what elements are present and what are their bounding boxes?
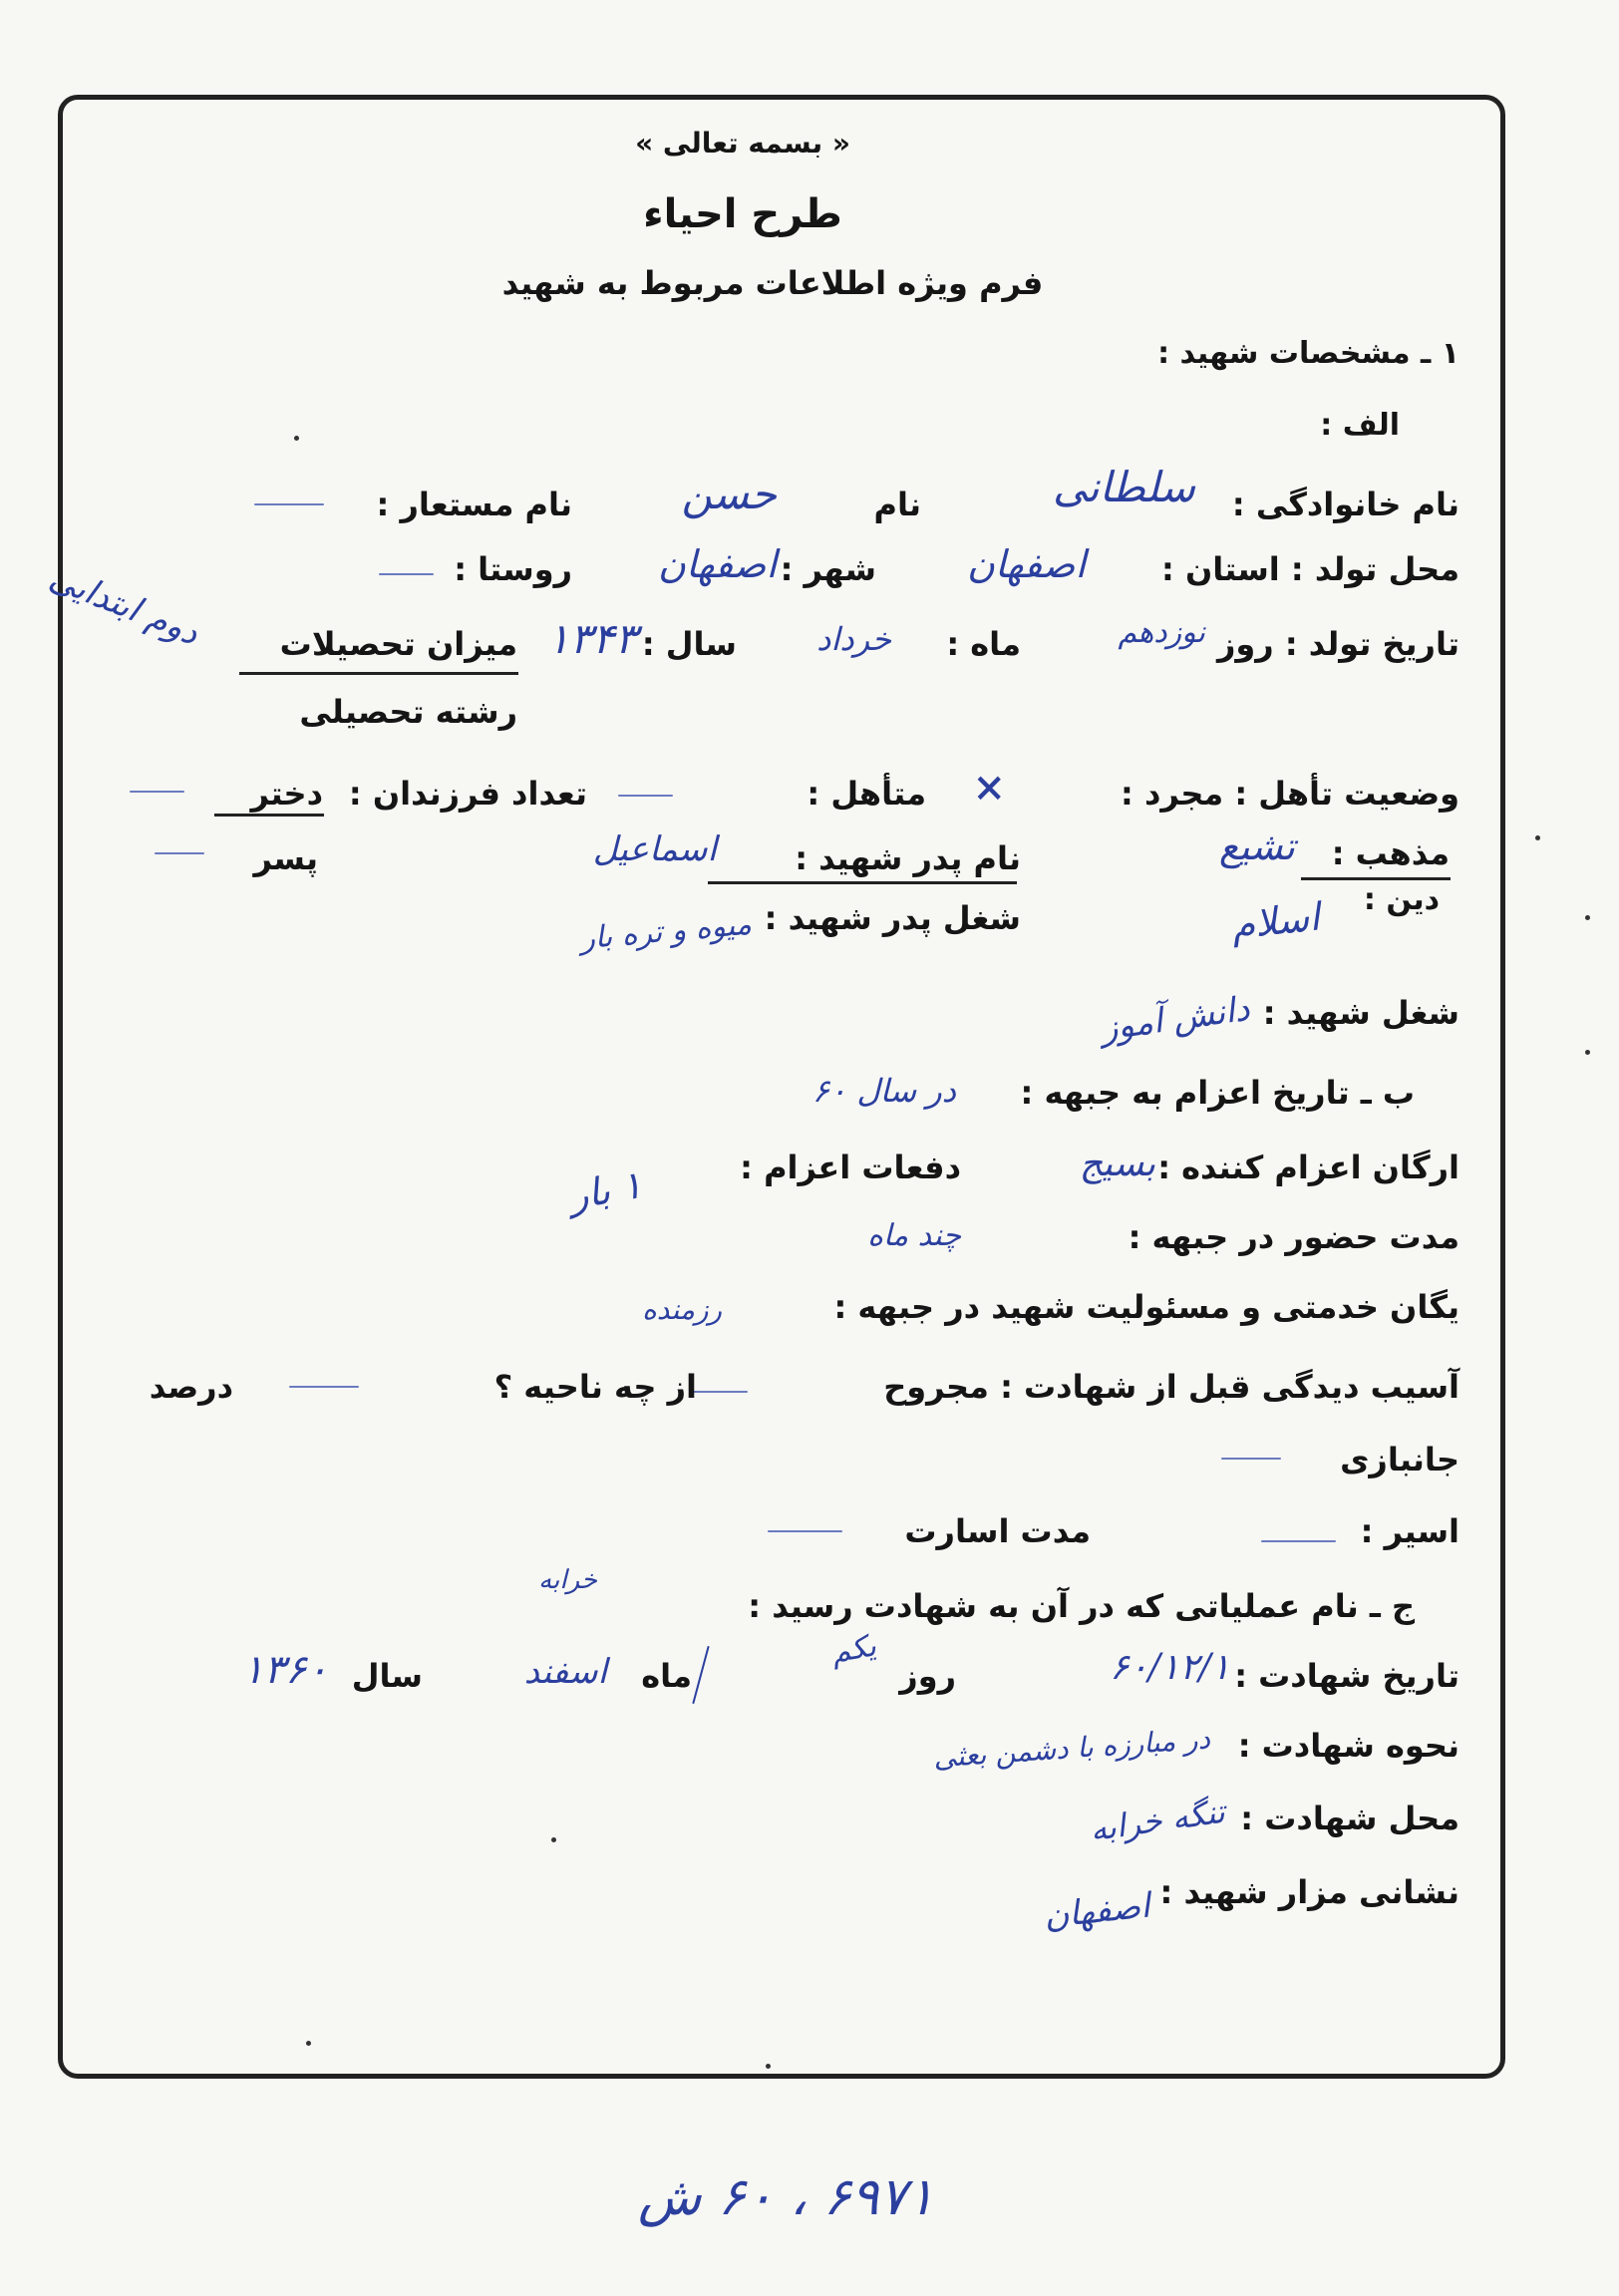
scan-speck (294, 436, 299, 441)
birth-year-value: ۱۳۴۳ (546, 614, 637, 663)
invocation-text: « بسمه تعالی » (635, 127, 850, 160)
given-name-label: نام (873, 486, 921, 523)
son-blank (155, 852, 204, 854)
education-value: دوم ابتدایی (43, 557, 205, 654)
daughter-underline (214, 814, 324, 817)
injury-label: آسیب دیدگی قبل از شهادت : مجروح (883, 1368, 1459, 1406)
operation-label: ج ـ نام عملیاتی که در آن به شهادت رسید : (748, 1587, 1415, 1625)
birthplace-label: محل تولد : استان : (1161, 550, 1459, 588)
martyrdom-day-label: روز (899, 1657, 956, 1695)
province-value: اصفهان (966, 542, 1086, 586)
veteran-label: جانبازی (1340, 1441, 1459, 1478)
section1-heading: ۱ ـ مشخصات شهید : (1157, 336, 1459, 371)
captive-label: اسیر : (1360, 1512, 1459, 1550)
birth-year-label: سال : (641, 625, 737, 663)
duration-value: چند ماه (867, 1218, 961, 1253)
martyrdom-day-value: یکم (828, 1628, 879, 1671)
veteran-blank (1221, 1458, 1281, 1460)
father-job-value: میوه و تره بار (578, 906, 754, 957)
religion-value: اسلام (1229, 894, 1323, 948)
dispatch-date-value: در سال ۶۰ (811, 1072, 956, 1110)
education-underline (239, 672, 518, 675)
martyrdom-date-value: ۶۰/۱۲/۱ (1110, 1647, 1230, 1688)
place-label: محل شهادت : (1240, 1800, 1459, 1837)
grave-address-label: نشانی مزار شهید : (1159, 1873, 1459, 1911)
scan-speck (551, 1837, 556, 1842)
martyr-job-value: دانش آموز (1099, 988, 1253, 1050)
percent-label: درصد (149, 1368, 233, 1406)
sect-value: تشیع (1218, 824, 1295, 868)
part-a-label: الف : (1320, 408, 1400, 443)
son-label: پسر (253, 839, 318, 877)
alias-label: نام مستعار : (376, 486, 572, 523)
birth-month-value: خرداد (816, 620, 891, 658)
martyrdom-month-value: اسفند (523, 1652, 607, 1692)
father-name-value: اسماعیل (592, 829, 717, 869)
captivity-duration-blank (768, 1530, 842, 1532)
manner-label: نحوه شهادت : (1237, 1727, 1459, 1765)
sect-label: مذهب : (1331, 834, 1450, 872)
operation-value: خرابه (538, 1565, 597, 1595)
unit-value: رزمنده (642, 1293, 722, 1326)
birthdate-label: تاریخ تولد : روز (1216, 625, 1459, 663)
place-value: تنگه خرابه (1088, 1792, 1227, 1849)
unit-label: یگان خدمتی و مسئولیت شهید در جبهه : (833, 1288, 1459, 1326)
martyr-job-label: شغل شهید : (1262, 994, 1459, 1032)
family-name-label: نام خانوادگی : (1231, 486, 1459, 523)
birth-day-value: نوزدهم (1118, 615, 1205, 650)
manner-value: در مبارزه با دشمن بعثی (932, 1722, 1211, 1775)
injury-blank (693, 1391, 748, 1393)
scan-speck (1585, 915, 1590, 920)
duration-label: مدت حضور در جبهه : (1128, 1218, 1459, 1256)
injury-area-label: از چه ناحیه ؟ (493, 1368, 697, 1406)
martyrdom-month-label: ماه (641, 1657, 692, 1695)
father-name-label: نام پدر شهید : (795, 839, 1021, 877)
education-label: میزان تحصیلات (279, 625, 517, 663)
grave-address-value: اصفهان (1042, 1885, 1152, 1937)
father-job-label: شغل پدر شهید : (764, 899, 1021, 937)
dispatch-org-value: بسیج (1079, 1144, 1155, 1184)
martyrdom-year-label: سال (351, 1657, 423, 1695)
captivity-duration-label: مدت اسارت (904, 1512, 1091, 1550)
daughter-blank (130, 791, 184, 793)
married-label: متأهل : (807, 775, 926, 813)
footer-handwritten-note: ۶۹۷۱ ، ۶۰ ش (638, 2167, 935, 2227)
field-of-study-label: رشته تحصیلی (299, 693, 517, 731)
captive-blank (1261, 1540, 1336, 1542)
city-value: اصفهان (657, 542, 777, 586)
given-name-value: حسن (681, 470, 777, 518)
city-label: شهر : (780, 550, 876, 588)
daughter-label: دختر (250, 775, 323, 813)
scan-speck (306, 2041, 311, 2046)
alias-blank (254, 503, 324, 505)
father-name-underline (708, 881, 1017, 884)
scan-speck (1535, 835, 1540, 840)
children-label: تعداد فرزندان : (348, 775, 587, 813)
scan-speck (766, 2064, 771, 2069)
village-label: روستا : (454, 550, 572, 588)
scan-speck (1585, 1050, 1590, 1055)
form-title: طرح احیاء (643, 191, 842, 237)
martyrdom-year-value: ۱۳۶۰ (242, 1647, 328, 1693)
marital-status-label: وضعیت تأهل : مجرد : (1121, 775, 1459, 813)
dispatch-date-label: ب ـ تاریخ اعزام به جبهه : (1020, 1074, 1415, 1112)
religion-label: دین : (1363, 882, 1440, 917)
family-name-value: سلطانی (1052, 463, 1195, 511)
martyrdom-date-label: تاریخ شهادت : (1234, 1657, 1459, 1695)
village-blank (379, 573, 434, 575)
form-subtitle: فرم ویژه اطلاعات مربوط به شهید (501, 264, 1044, 302)
dispatch-count-value: ۱ بار (565, 1161, 646, 1219)
single-mark: × (972, 764, 1006, 811)
injury-area-blank (289, 1386, 359, 1388)
married-blank (618, 795, 673, 797)
sect-underline (1301, 877, 1451, 880)
birth-month-label: ماه : (946, 625, 1021, 663)
dispatch-org-label: ارگان اعزام کننده : (1157, 1148, 1459, 1186)
dispatch-count-label: دفعات اعزام : (740, 1148, 961, 1186)
